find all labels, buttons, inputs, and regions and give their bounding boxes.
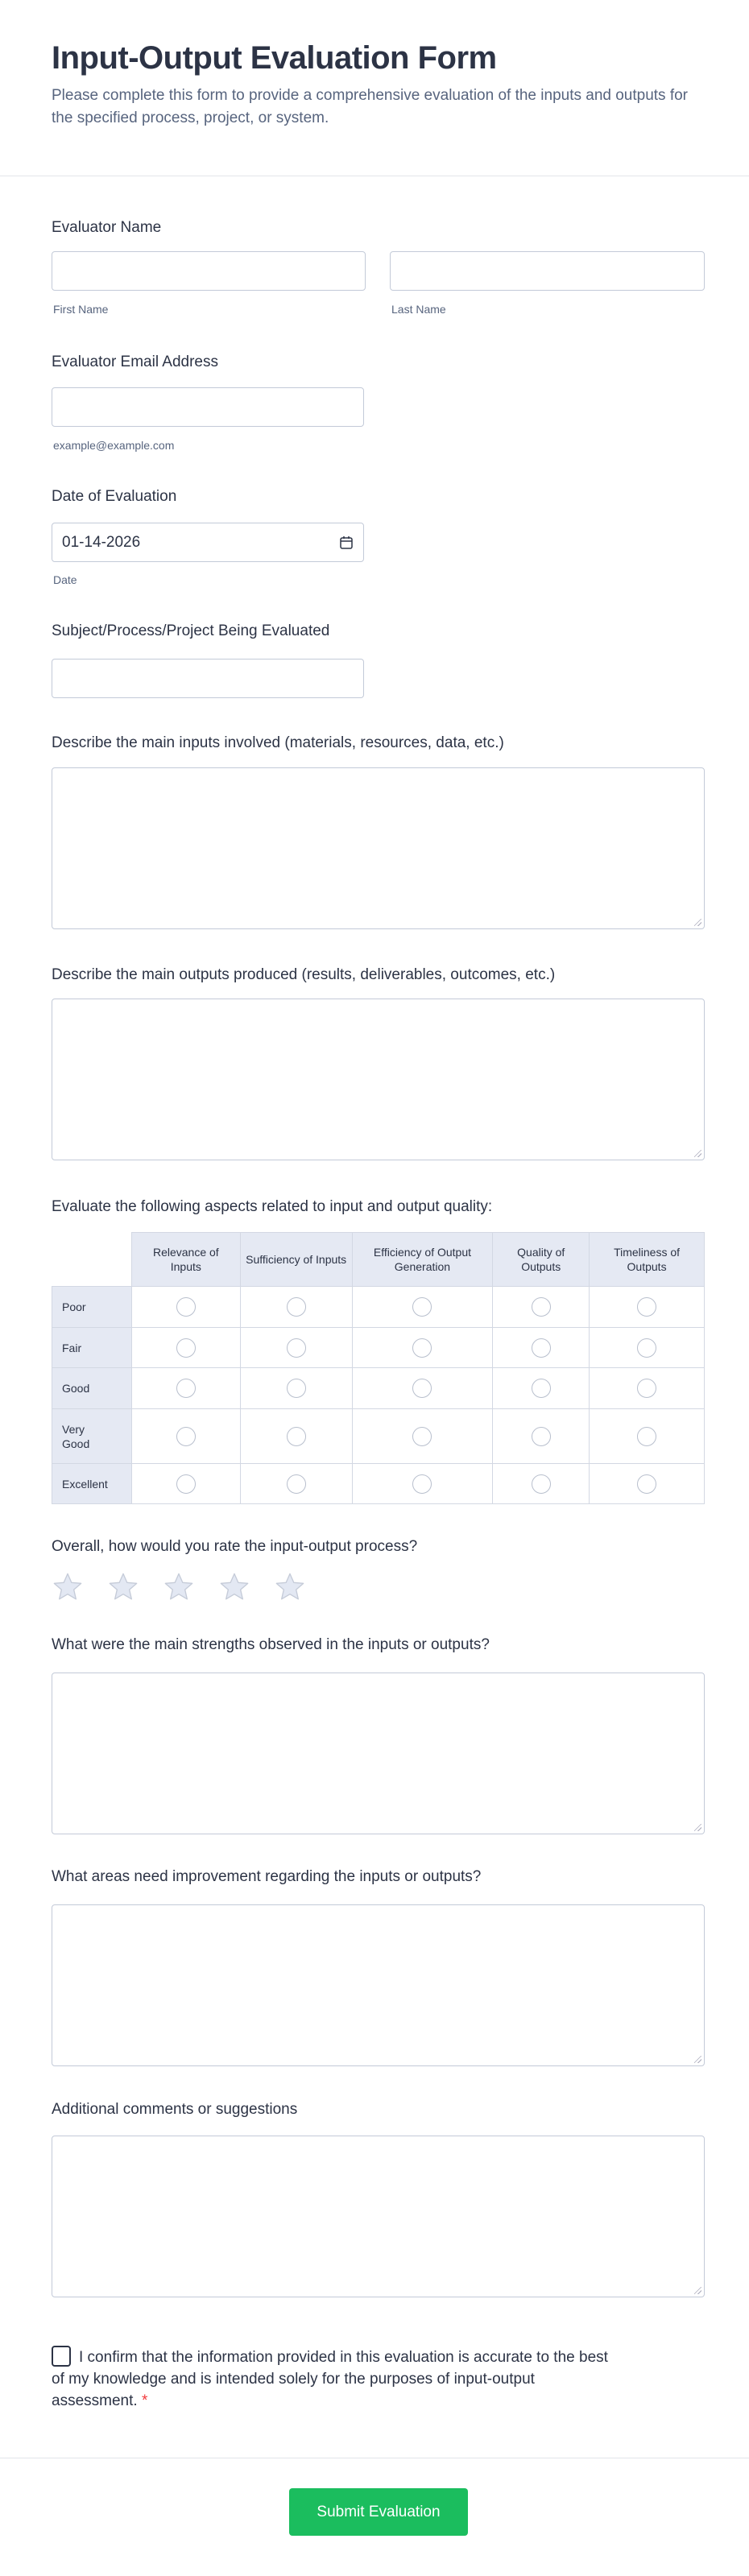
- matrix-cell: [240, 1287, 352, 1328]
- star-icon[interactable]: [274, 1571, 306, 1603]
- calendar-icon[interactable]: [339, 535, 354, 550]
- matrix-radio[interactable]: [532, 1338, 551, 1358]
- rating-label: Overall, how would you rate the input-output process?: [52, 1538, 418, 1555]
- matrix-radio[interactable]: [287, 1474, 306, 1494]
- matrix-cell: [590, 1328, 705, 1368]
- matrix-row-header: Very Good: [52, 1409, 132, 1464]
- matrix-cell: [131, 1287, 240, 1328]
- comments-label: Additional comments or suggestions: [52, 2101, 298, 2118]
- page-title: Input-Output Evaluation Form: [52, 40, 497, 76]
- matrix-cell: [240, 1464, 352, 1504]
- matrix-cell: [493, 1368, 590, 1409]
- matrix-column-header: Relevance of Inputs: [131, 1233, 240, 1287]
- matrix-cell: [493, 1464, 590, 1504]
- last-name-sublabel: Last Name: [391, 303, 446, 316]
- matrix-radio[interactable]: [176, 1427, 196, 1446]
- matrix-radio[interactable]: [176, 1474, 196, 1494]
- matrix-radio[interactable]: [287, 1379, 306, 1398]
- matrix-column-header: Quality of Outputs: [493, 1233, 590, 1287]
- subject-label: Subject/Process/Project Being Evaluated: [52, 622, 330, 639]
- outputs-description-label: Describe the main outputs produced (results, deliverables, outcomes, etc.): [52, 966, 556, 983]
- matrix-radio[interactable]: [412, 1427, 432, 1446]
- evaluator-name-label: Evaluator Name: [52, 219, 162, 236]
- resize-handle-icon[interactable]: [694, 1150, 701, 1157]
- matrix-radio[interactable]: [176, 1379, 196, 1398]
- matrix-radio[interactable]: [637, 1427, 656, 1446]
- matrix-row-header: Fair: [52, 1328, 132, 1368]
- matrix-radio[interactable]: [637, 1379, 656, 1398]
- improvement-label: What areas need improvement regarding the inputs or outputs?: [52, 1868, 482, 1885]
- subject-input[interactable]: [52, 659, 364, 698]
- matrix-radio[interactable]: [532, 1427, 551, 1446]
- matrix-radio[interactable]: [176, 1297, 196, 1317]
- matrix-cell: [352, 1464, 493, 1504]
- improvement-textarea[interactable]: [52, 1904, 705, 2066]
- outputs-description-textarea[interactable]: [52, 999, 705, 1160]
- matrix-radio[interactable]: [637, 1474, 656, 1494]
- date-value: 01-14-2026: [62, 533, 141, 551]
- resize-handle-icon[interactable]: [694, 1824, 701, 1831]
- star-icon[interactable]: [218, 1571, 250, 1603]
- matrix-cell: [352, 1409, 493, 1464]
- matrix-corner: [52, 1233, 132, 1287]
- date-label: Date of Evaluation: [52, 488, 177, 505]
- matrix-column-header: Timeliness of Outputs: [590, 1233, 705, 1287]
- star-icon[interactable]: [163, 1571, 195, 1603]
- first-name-sublabel: First Name: [53, 303, 109, 316]
- submit-button[interactable]: Submit Evaluation: [289, 2488, 468, 2536]
- comments-textarea[interactable]: [52, 2136, 705, 2297]
- required-asterisk: *: [141, 2392, 148, 2409]
- confirm-field: [52, 2346, 623, 2412]
- last-name-input[interactable]: [390, 251, 705, 291]
- matrix-radio[interactable]: [176, 1338, 196, 1358]
- star-rating: [52, 1571, 306, 1603]
- matrix-row-header: Poor: [52, 1287, 132, 1328]
- matrix-column-header: Efficiency of Output Generation: [352, 1233, 493, 1287]
- matrix-cell: [131, 1464, 240, 1504]
- matrix-radio[interactable]: [532, 1379, 551, 1398]
- resize-handle-icon[interactable]: [694, 2287, 701, 2294]
- matrix-cell: [131, 1368, 240, 1409]
- matrix-cell: [493, 1409, 590, 1464]
- matrix-cell: [240, 1328, 352, 1368]
- matrix-cell: [590, 1464, 705, 1504]
- matrix-cell: [240, 1409, 352, 1464]
- email-label: Evaluator Email Address: [52, 354, 218, 370]
- matrix-radio[interactable]: [412, 1297, 432, 1317]
- strengths-label: What were the main strengths observed in the inputs or outputs?: [52, 1636, 490, 1653]
- matrix-radio[interactable]: [287, 1338, 306, 1358]
- matrix-radio[interactable]: [637, 1297, 656, 1317]
- matrix-header-row: [52, 1233, 705, 1287]
- matrix-row: [52, 1368, 705, 1409]
- matrix-cell: [493, 1328, 590, 1368]
- matrix-cell: [493, 1287, 590, 1328]
- matrix-row-header: Excellent: [52, 1464, 132, 1504]
- resize-handle-icon[interactable]: [694, 919, 701, 926]
- matrix-cell: [590, 1287, 705, 1328]
- matrix-cell: [590, 1409, 705, 1464]
- matrix-cell: [352, 1328, 493, 1368]
- matrix-radio[interactable]: [532, 1297, 551, 1317]
- email-input[interactable]: [52, 387, 364, 427]
- matrix-column-header: Sufficiency of Inputs: [240, 1233, 352, 1287]
- confirm-checkbox[interactable]: [52, 2346, 71, 2367]
- matrix-radio[interactable]: [287, 1297, 306, 1317]
- matrix-row: [52, 1287, 705, 1328]
- matrix-cell: [240, 1368, 352, 1409]
- evaluation-matrix: [52, 1232, 705, 1504]
- matrix-cell: [131, 1409, 240, 1464]
- matrix-cell: [352, 1368, 493, 1409]
- matrix-row: [52, 1464, 705, 1504]
- matrix-radio[interactable]: [412, 1379, 432, 1398]
- matrix-radio[interactable]: [412, 1338, 432, 1358]
- email-sublabel: example@example.com: [53, 439, 175, 452]
- star-icon[interactable]: [52, 1571, 84, 1603]
- matrix-radio[interactable]: [287, 1427, 306, 1446]
- matrix-label: Evaluate the following aspects related to input and output quality:: [52, 1198, 493, 1215]
- matrix-row: [52, 1328, 705, 1368]
- matrix-row-header: Good: [52, 1368, 132, 1409]
- matrix-cell: [590, 1368, 705, 1409]
- inputs-description-textarea[interactable]: [52, 767, 705, 929]
- strengths-textarea[interactable]: [52, 1673, 705, 1834]
- matrix-radio[interactable]: [637, 1338, 656, 1358]
- matrix-row: [52, 1409, 705, 1464]
- date-sublabel: Date: [53, 573, 77, 586]
- page-description: Please complete this form to provide a comprehensive evaluation of the inputs and outputs for the specified process, project, or system.: [52, 87, 689, 126]
- matrix-radio[interactable]: [412, 1474, 432, 1494]
- star-icon[interactable]: [107, 1571, 139, 1603]
- date-input[interactable]: [52, 523, 364, 562]
- resize-handle-icon[interactable]: [694, 2056, 701, 2063]
- matrix-radio[interactable]: [532, 1474, 551, 1494]
- inputs-description-label: Describe the main inputs involved (materials, resources, data, etc.): [52, 734, 504, 751]
- first-name-input[interactable]: [52, 251, 366, 291]
- matrix-cell: [131, 1328, 240, 1368]
- matrix-cell: [352, 1287, 493, 1328]
- confirm-label: I confirm that the information provided in this evaluation is accurate to the best of my knowledge and is intended solely for the purposes of input-output assessment.: [52, 2349, 608, 2409]
